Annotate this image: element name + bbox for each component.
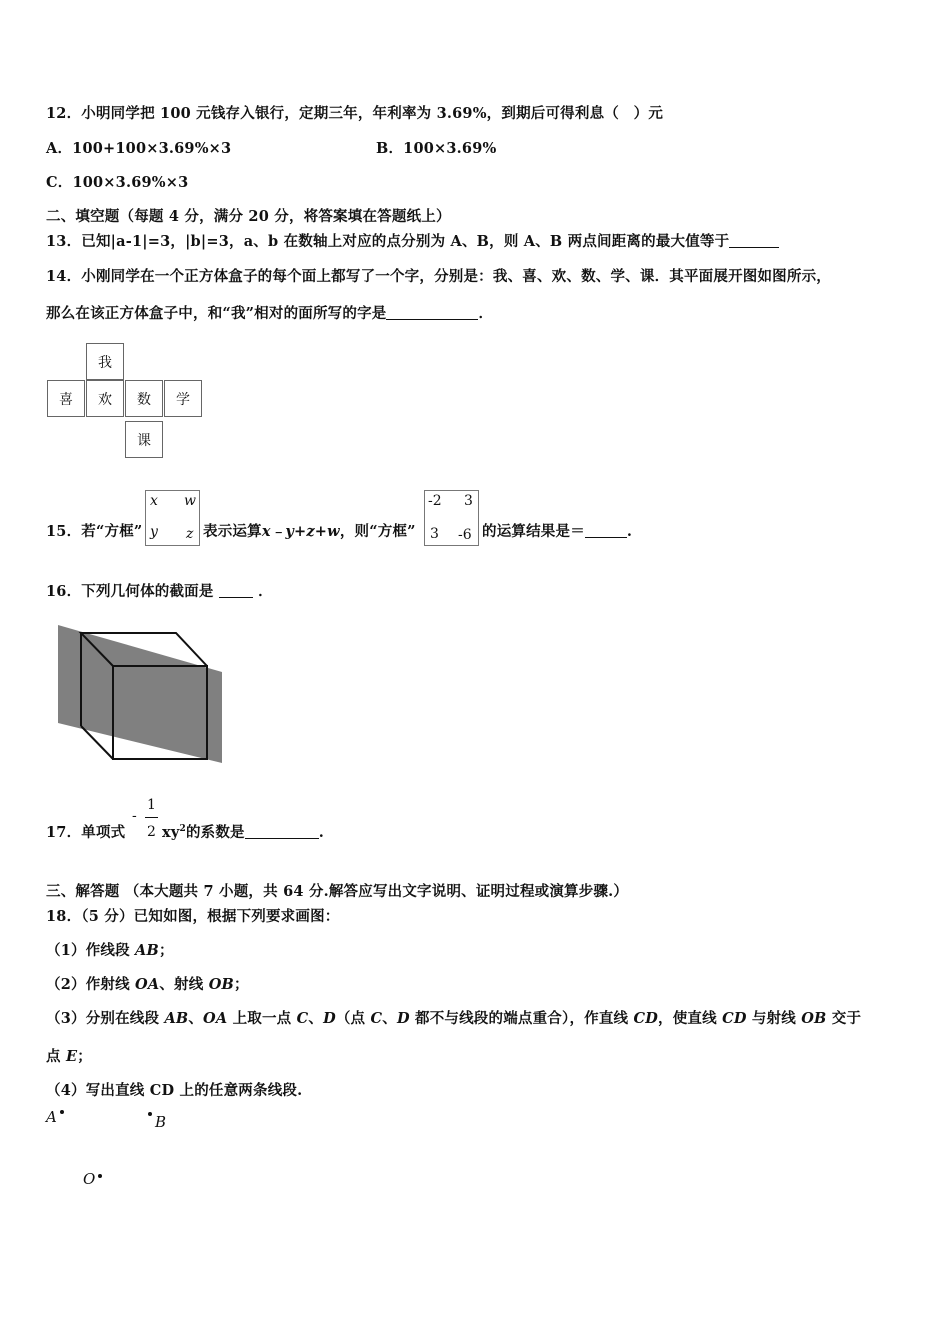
q15-answer-blank[interactable] (585, 523, 627, 538)
q18-step4: （4）写出直线 CD 上的任意两条线段. (46, 1082, 303, 1099)
q18-s1-pre: （1）作线段 (46, 942, 136, 959)
q15-prefix: 15．若“方框” (46, 523, 143, 540)
q18-s3-e: 上取一点 (227, 1010, 297, 1027)
q18-s3-l: D (396, 1010, 410, 1027)
q17-minus: - (132, 808, 137, 824)
q12-option-a: A．100+100×3.69%×3 (46, 140, 232, 157)
box2-tr: 3 (464, 493, 473, 509)
q17-prefix: 17．单项式 (46, 824, 126, 841)
cube-net-figure (47, 343, 207, 459)
q16-stem: 16．下列几何体的截面是 (46, 583, 214, 600)
net-face-top: 我 (86, 343, 124, 380)
q18-stem: 18．（5 分）已知如图，根据下列要求画图： (46, 908, 340, 925)
q18-s1-ab: AB (135, 942, 159, 959)
q14-end: ． (478, 305, 494, 322)
q17-tail (162, 821, 324, 842)
q13 (46, 230, 779, 251)
q18-s3-m: 都不与线段的端点重合），作直线 (409, 1010, 634, 1027)
q15-mid1: 表示运算 (203, 523, 262, 540)
q18-s2-pre: （2）作射线 (46, 976, 136, 993)
box1-br: z (186, 526, 194, 542)
q18-s3-a: （3）分别在线段 (46, 1010, 165, 1027)
box2-bl: 3 (430, 526, 439, 542)
q18-s3-line2-pre: 点 (46, 1048, 66, 1065)
q17-suffix: 的系数是 (185, 824, 245, 841)
q18-s3-line2-post: ； (77, 1048, 92, 1065)
q15-tail (482, 520, 632, 541)
operation-box-symbolic (145, 490, 200, 546)
net-face-bottom: 课 (125, 421, 163, 458)
q17-numerator: 1 (147, 797, 156, 813)
q18-s3-b: AB (164, 1010, 189, 1027)
operation-box-numeric (424, 490, 479, 546)
box1-tr: w (184, 493, 196, 509)
q15-mid2: ，则“方框” (339, 523, 416, 540)
q18-step3-line1 (46, 1007, 861, 1028)
q14-answer-blank[interactable] (386, 305, 478, 320)
q18-s3-g: 、 (308, 1010, 324, 1027)
net-face-1: 喜 (47, 380, 85, 417)
q18-s2-oa: OA (135, 976, 160, 993)
q18-s3-k: 、 (382, 1010, 397, 1027)
q12-option-b: B．100×3.69% (376, 140, 497, 157)
q14-stem-line1: 14．小刚同学在一个正方体盒子的每个面上都写了一个字，分别是：我、喜、欢、数、学、课．其平面展开图如图所示， (46, 268, 831, 285)
box1-tl: x (150, 493, 158, 509)
q15-expr: x﹣y+z+w (261, 523, 340, 540)
q13-answer-blank[interactable] (729, 233, 779, 248)
q18-s3-p: CD (722, 1010, 747, 1027)
q18-s2-post: ； (233, 976, 249, 993)
point-o-label: O (83, 1170, 96, 1188)
q18-s3-d: OA (203, 1010, 228, 1027)
section2-title: 二、填空题（每题 4 分，满分 20 分，将答案填在答题纸上） (46, 208, 451, 225)
q18-s2-mid: 、射线 (159, 976, 209, 993)
q16-end: ． (258, 583, 273, 600)
q18-s3-e-point: E (65, 1048, 78, 1065)
cross-section-plane (58, 625, 222, 763)
q18-step2 (46, 973, 249, 994)
q14-stem: 那么在该正方体盒子中，和“我”相对的面所写的字是 (46, 305, 387, 322)
q18-s3-q: 与射线 (746, 1010, 802, 1027)
q17-denominator: 2 (147, 824, 156, 840)
net-face-4: 学 (164, 380, 202, 417)
q14-stem-line2 (46, 302, 493, 323)
section3-title: 三、解答题 （本大题共 7 小题，共 64 分.解答应写出文字说明、证明过程或演算步骤.） (46, 883, 629, 900)
q17-exponent: 2 (179, 824, 186, 835)
q18-s3-c: 、 (188, 1010, 204, 1027)
box2-tl: -2 (428, 493, 442, 509)
q18-s3-n: CD (633, 1010, 659, 1027)
q18-s3-h: D (323, 1010, 336, 1027)
box2-br: -6 (458, 527, 472, 543)
q15-end: . (626, 523, 633, 540)
q17-end: . (318, 824, 325, 841)
q12-stem: 12．小明同学把 100 元钱存入银行，定期三年，年利率为 3.69%，到期后可得利息（ ）元 (46, 105, 664, 122)
q15-mid (203, 520, 416, 541)
q18-s3-j: C (370, 1010, 383, 1027)
q18-s1-post: ； (158, 942, 174, 959)
q18-s3-i: （点 (335, 1010, 371, 1027)
q16 (46, 580, 273, 601)
q17-term: xy (162, 824, 180, 841)
point-a-label: A (46, 1108, 57, 1126)
point-o-dot (98, 1174, 102, 1178)
q18-s2-ob: OB (208, 976, 234, 993)
q18-s3-f: C (296, 1010, 309, 1027)
box1-bl: y (150, 524, 158, 540)
point-b-label: B (155, 1113, 167, 1131)
q18-step1 (46, 939, 174, 960)
cube-cross-section-figure (50, 620, 230, 770)
q13-stem: 13．已知|a-1|=3，|b|=3，a、b 在数轴上对应的点分别为 A、B，则 A、B 两点间距离的最大值等于 (46, 233, 730, 250)
q12-option-c: C．100×3.69%×3 (46, 174, 189, 191)
point-a-dot (60, 1110, 64, 1114)
net-face-2: 欢 (86, 380, 124, 417)
q17-fraction-bar (145, 817, 158, 818)
q18-s3-o: ，使直线 (658, 1010, 723, 1027)
q16-answer-blank[interactable] (219, 583, 253, 598)
q18-s3-s: 交于 (826, 1010, 862, 1027)
point-b-dot (148, 1112, 152, 1116)
q15-suffix: 的运算结果是＝ (482, 523, 585, 540)
q17-answer-blank[interactable] (245, 824, 319, 839)
q18-s3-r: OB (801, 1010, 827, 1027)
net-face-3: 数 (125, 380, 163, 417)
q18-step3-line2 (46, 1045, 92, 1066)
